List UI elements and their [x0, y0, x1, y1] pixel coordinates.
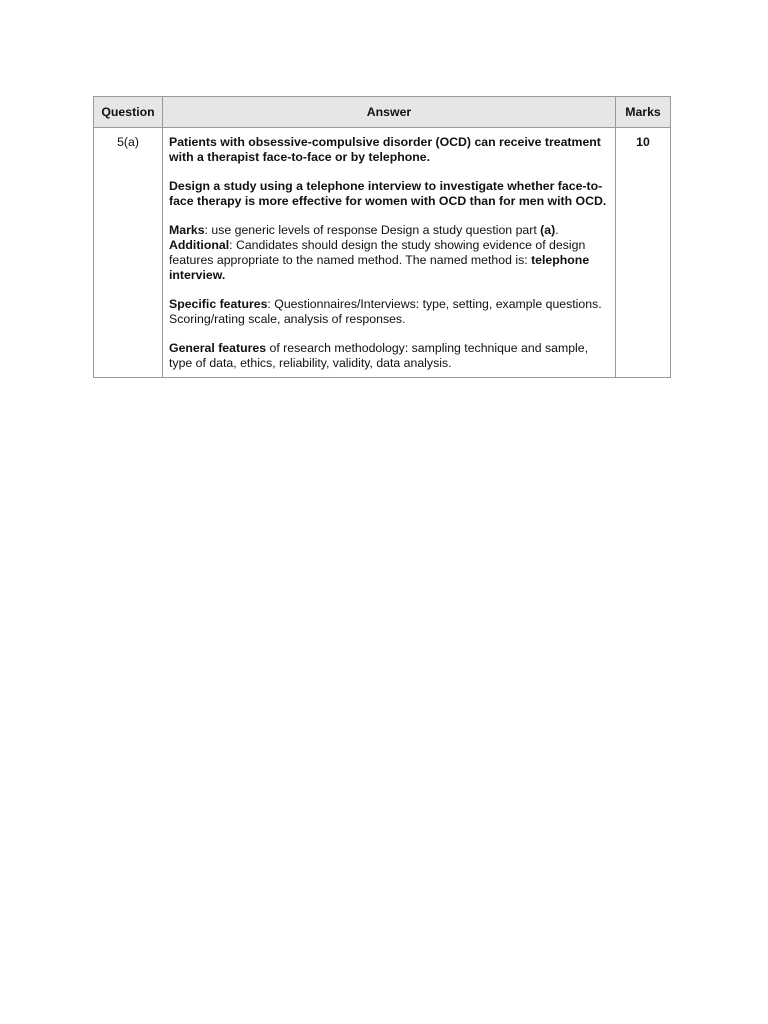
additional-text: : Candidates should design the study showing evidence of design features appropriate to the named method. The named method is: [169, 238, 586, 267]
general-features [169, 341, 607, 371]
table-header-row [94, 97, 671, 128]
question-header: Question [94, 97, 163, 128]
general-features-label: General features [169, 341, 267, 355]
question-stem: Patients with obsessive-compulsive disorder (OCD) can receive treatment with a therapist face-to-face or by telephone. [169, 135, 601, 164]
general-features-text: of research methodology: sampling technique and sample, type of data, ethics, reliability, validity, data analysis. [169, 341, 589, 370]
marks-value: 10 [616, 128, 671, 378]
answer-cell [163, 128, 616, 378]
method-label: telephone interview. [169, 253, 590, 282]
table-row [94, 128, 671, 378]
marks-header: Marks [616, 97, 671, 128]
marks-text: : use generic levels of response Design a study question part [204, 223, 541, 237]
mark-scheme-table [93, 96, 671, 378]
marks-label: Marks [169, 223, 205, 237]
specific-features-text: : Questionnaires/Interviews: type, setting, example questions. Scoring/rating scale, analysis of responses. [169, 297, 602, 326]
part-label: (a) [540, 223, 556, 237]
answer-header: Answer [163, 97, 616, 128]
specific-features-label: Specific features [169, 297, 268, 311]
question-task: Design a study using a telephone interview to investigate whether face-to-face therapy is more effective for women with OCD than for men with OCD. [169, 179, 607, 208]
specific-features [169, 297, 607, 327]
marking-guidance [169, 223, 607, 283]
marks-end: . [555, 223, 559, 237]
question-number: 5(a) [94, 128, 163, 378]
additional-label: Additional [169, 238, 230, 252]
